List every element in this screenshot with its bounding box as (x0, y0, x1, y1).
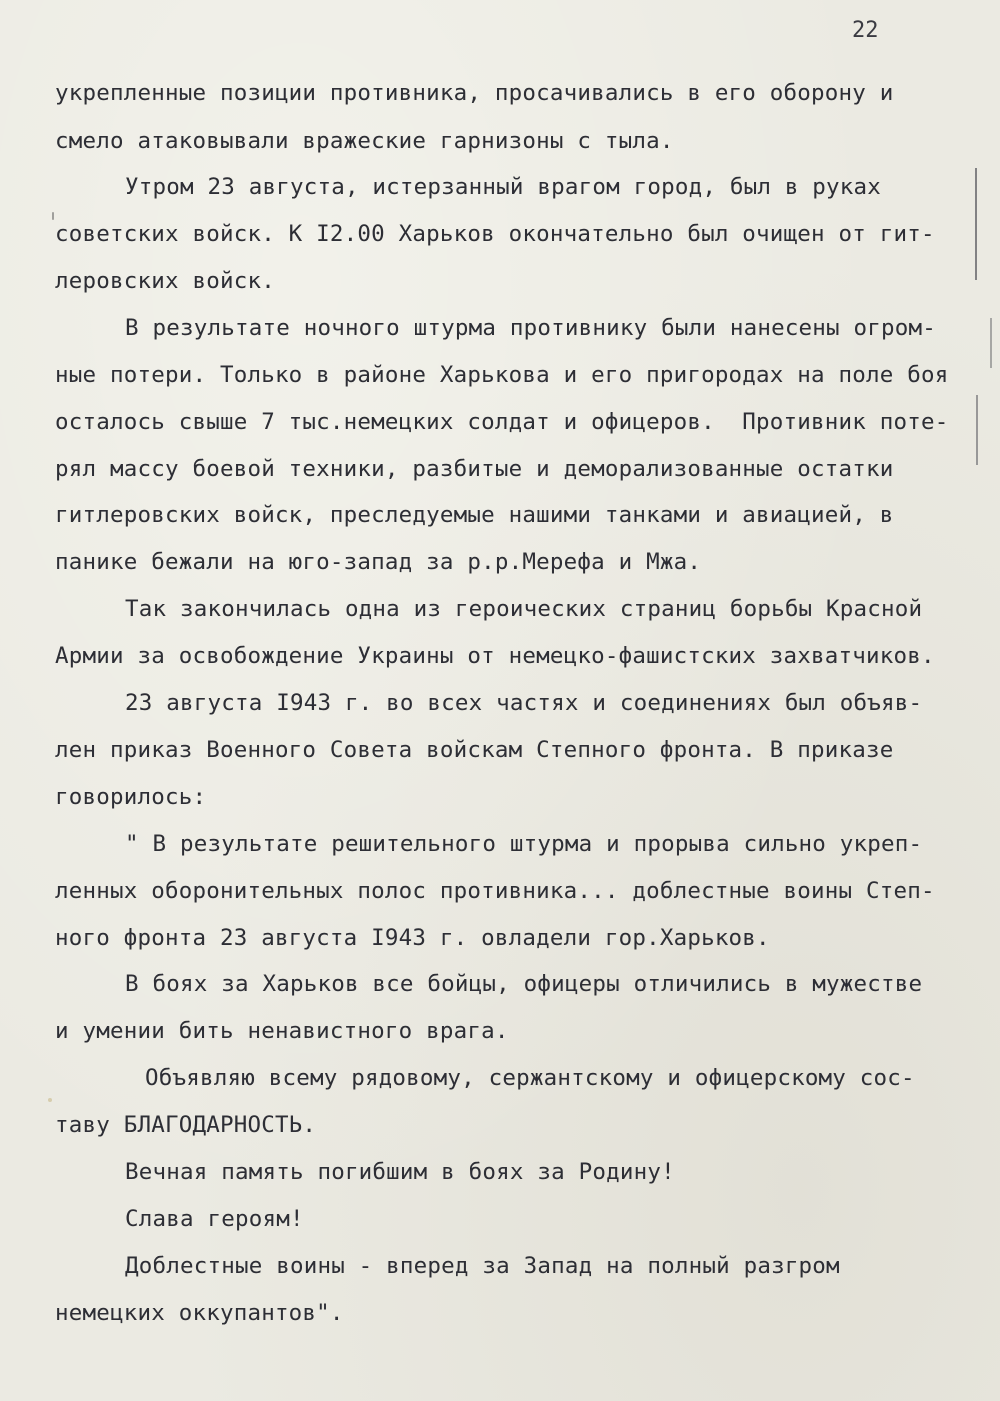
text-line: В боях за Харьков все бойцы, офицеры отличились в мужестве (125, 971, 923, 997)
text-line: советских войск. К I2.00 Харьков окончательно был очищен от гит- (55, 221, 935, 247)
text-line: " В результате решительного штурма и прорыва сильно укреп- (125, 831, 923, 857)
text-line: ленных оборонительных полос противника... доблестные воины Степ- (55, 878, 935, 904)
text-line: рял массу боевой техники, разбитые и деморализованные остатки (55, 456, 894, 482)
text-line: Слава героям! (125, 1206, 304, 1232)
margin-mark (990, 318, 992, 368)
text-line: Утром 23 августа, истерзанный врагом город, был в руках (125, 174, 882, 200)
text-line: Вечная память погибшим в боях за Родину! (125, 1159, 675, 1185)
paper-stain (52, 212, 54, 220)
page-number: 22 (852, 18, 879, 43)
text-line: Армии за освобождение Украины от немецко-фашистских захватчиков. (55, 643, 935, 669)
text-line: В результате ночного штурма противнику были нанесены огром- (125, 315, 937, 341)
text-line: Доблестные воины - вперед за Запад на полный разгром (125, 1253, 840, 1279)
text-line: укрепленные позиции противника, просачивались в его оборону и (55, 80, 894, 106)
text-line: Так закончилась одна из героических страниц борьбы Красной (125, 596, 923, 622)
text-line: и умении бить ненавистного врага. (55, 1018, 509, 1044)
text-line: немецких оккупантов". (55, 1300, 344, 1326)
text-line: панике бежали на юго-запад за р.р.Мерефа и Мжа. (55, 549, 702, 575)
paper-stain (48, 1098, 52, 1102)
text-line: осталось свыше 7 тыс.немецких солдат и офицеров. Противник поте- (55, 409, 949, 435)
text-line: ные потери. Только в районе Харькова и его пригородах на поле боя (55, 362, 949, 388)
text-line: ного фронта 23 августа I943 г. овладели гор.Харьков. (55, 925, 770, 951)
margin-mark (975, 168, 977, 280)
text-line: гитлеровских войск, преследуемые нашими танками и авиацией, в (55, 502, 894, 528)
text-line: говорилось: (55, 784, 207, 810)
text-line: таву БЛАГОДАРНОСТЬ. (55, 1112, 317, 1138)
text-line: леровских войск. (55, 268, 275, 294)
text-line: 23 августа I943 г. во всех частях и соединениях был объяв- (125, 690, 923, 716)
text-line: смело атаковывали вражеские гарнизоны с тыла. (55, 128, 674, 154)
text-line: лен приказ Военного Совета войскам Степного фронта. В приказе (55, 737, 894, 763)
text-line: Объявляю всему рядовому, сержантскому и офицерскому сос- (145, 1065, 915, 1091)
margin-mark (976, 395, 978, 465)
